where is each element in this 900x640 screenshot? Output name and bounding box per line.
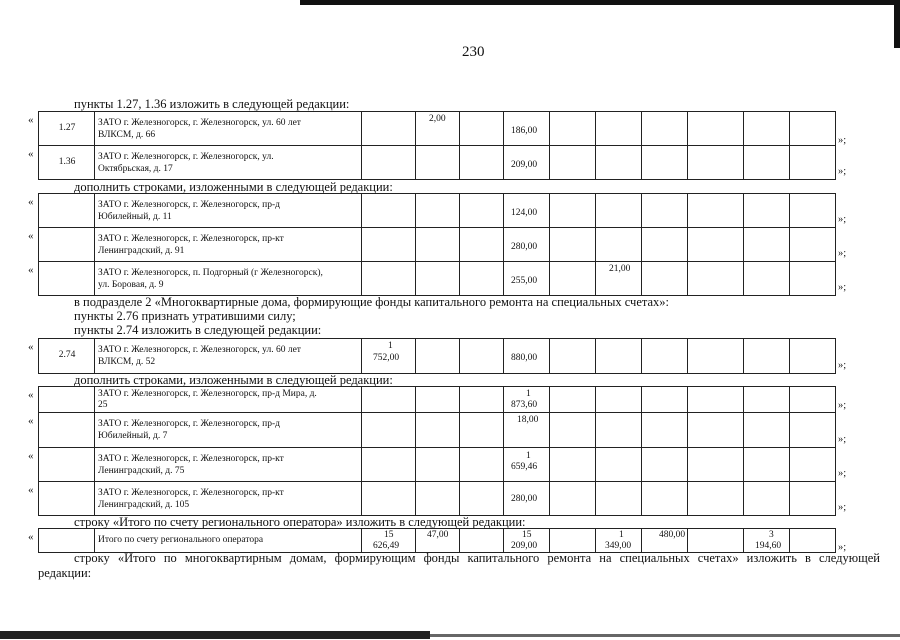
text-line: пункты 2.74 изложить в следующей редакции: — [74, 323, 322, 337]
table-row — [38, 145, 836, 180]
close-quote: »; — [838, 214, 847, 225]
value-cell: 124,00 — [511, 208, 538, 218]
closing-paragraph — [38, 551, 880, 580]
close-quote: »; — [838, 360, 847, 371]
value-cell: 1 — [619, 530, 624, 540]
row-number: 1.36 — [58, 157, 76, 167]
value-cell: 255,00 — [511, 276, 538, 286]
text-line: редакции: — [38, 565, 92, 580]
value-cell: 1 — [388, 341, 393, 351]
address-line: ЗАТО г. Железногорск, г. Железногорск, пр-кт — [98, 454, 284, 464]
value-cell: 480,00 — [659, 530, 686, 540]
address-line: ЗАТО г. Железногорск, г. Железногорск, ул. — [98, 152, 274, 162]
scan-border-bottom — [0, 631, 430, 639]
open-quote: « — [28, 264, 34, 276]
scan-border-bottom-thin — [430, 634, 900, 637]
open-quote: « — [28, 415, 34, 427]
open-quote: « — [28, 196, 34, 208]
address-line: Ленинградский, д. 75 — [98, 466, 185, 476]
table-row — [38, 386, 836, 413]
open-quote: « — [28, 531, 34, 543]
value-cell: 752,00 — [373, 353, 400, 363]
table-row — [38, 193, 836, 228]
table-row — [38, 261, 836, 296]
value-cell: 1 — [526, 451, 531, 461]
value-cell: 209,00 — [511, 160, 538, 170]
close-quote: »; — [838, 502, 847, 513]
close-quote: »; — [838, 400, 847, 411]
close-quote: »; — [838, 468, 847, 479]
table-row-total — [38, 528, 836, 553]
table-row — [38, 227, 836, 262]
close-quote: »; — [838, 248, 847, 259]
address-line: ЗАТО г. Железногорск, г. Железногорск, пр-д — [98, 200, 280, 210]
table-row — [38, 338, 836, 374]
row-number: 1.27 — [58, 123, 76, 133]
address-line: ЗАТО г. Железногорск, г. Железногорск, ул. 60 лет — [98, 345, 301, 355]
value-cell: 626,49 — [373, 541, 400, 551]
text-line: строку «Итого по счету регионального оператора» изложить в следующей редакции: — [74, 515, 526, 529]
address-line: Ленинградский, д. 105 — [98, 500, 190, 510]
value-cell: 280,00 — [511, 494, 538, 504]
value-cell: 280,00 — [511, 242, 538, 252]
open-quote: « — [28, 484, 34, 496]
value-cell: 194,60 — [755, 541, 782, 551]
close-quote: »; — [838, 135, 847, 146]
value-cell: 3 — [769, 530, 774, 540]
value-cell: 873,60 — [511, 400, 538, 410]
value-cell: 1 — [526, 389, 531, 399]
close-quote: »; — [838, 282, 847, 293]
scan-border-top — [300, 0, 900, 5]
total-label: Итого по счету регионального оператора — [98, 535, 264, 545]
address-line: ВЛКСМ, д. 52 — [98, 357, 156, 367]
address-line: ЗАТО г. Железногорск, г. Железногорск, пр-д — [98, 419, 280, 429]
open-quote: « — [28, 450, 34, 462]
address-line: ул. Боровая, д. 9 — [98, 280, 164, 290]
text-line: строку «Итого по многоквартирным домам, формирующим фонды капитального ремонта на специальных счетах» изложить в следующей — [74, 551, 880, 565]
row-number: 2.74 — [58, 350, 76, 360]
value-cell: 659,46 — [511, 462, 538, 472]
address-line: Юбилейный, д. 7 — [98, 431, 168, 441]
value-cell: 186,00 — [511, 126, 538, 136]
value-cell: 47,00 — [427, 530, 449, 540]
open-quote: « — [28, 389, 34, 401]
address-line: ВЛКСМ, д. 66 — [98, 130, 156, 140]
text-line: в подразделе 2 «Многоквартирные дома, формирующие фонды капитального ремонта на специальных счетах»: — [74, 295, 670, 309]
value-cell: 18,00 — [517, 415, 539, 425]
address-line: 25 — [98, 400, 108, 410]
close-quote: »; — [838, 542, 847, 553]
value-cell: 15 — [522, 530, 532, 540]
open-quote: « — [28, 230, 34, 242]
value-cell: 349,00 — [605, 541, 632, 551]
text-line: пункты 2.76 признать утратившими силу; — [74, 309, 296, 323]
open-quote: « — [28, 341, 34, 353]
address-line: Юбилейный, д. 11 — [98, 212, 172, 222]
open-quote: « — [28, 148, 34, 160]
address-line: ЗАТО г. Железногорск, г. Железногорск, пр-кт — [98, 488, 284, 498]
address-line: ЗАТО г. Железногорск, г. Железногорск, ул. 60 лет — [98, 118, 301, 128]
scan-border-right — [894, 0, 900, 48]
value-cell: 209,00 — [511, 541, 538, 551]
value-cell: 880,00 — [511, 353, 538, 363]
value-cell: 21,00 — [609, 264, 631, 274]
table-row — [38, 111, 836, 146]
address-line: Октябрьская, д. 17 — [98, 164, 173, 174]
address-line: ЗАТО г. Железногорск, г. Железногорск, пр-д Мира, д. — [98, 389, 317, 399]
text-line: дополнить строками, изложенными в следующей редакции: — [74, 180, 393, 194]
text-line: пункты 1.27, 1.36 изложить в следующей редакции: — [74, 97, 350, 111]
text-line: дополнить строками, изложенными в следующей редакции: — [74, 373, 393, 387]
close-quote: »; — [838, 434, 847, 445]
table-row — [38, 481, 836, 516]
address-line: ЗАТО г. Железногорск, г. Железногорск, пр-кт — [98, 234, 284, 244]
value-cell: 2,00 — [429, 114, 446, 124]
close-quote: »; — [838, 166, 847, 177]
value-cell: 15 — [384, 530, 394, 540]
table-row — [38, 412, 836, 448]
table-row — [38, 447, 836, 482]
address-line: Ленинградский, д. 91 — [98, 246, 185, 256]
page-number: 230 — [462, 44, 485, 60]
address-line: ЗАТО г. Железногорск, п. Подгорный (г Железногорск), — [98, 268, 323, 278]
open-quote: « — [28, 114, 34, 126]
